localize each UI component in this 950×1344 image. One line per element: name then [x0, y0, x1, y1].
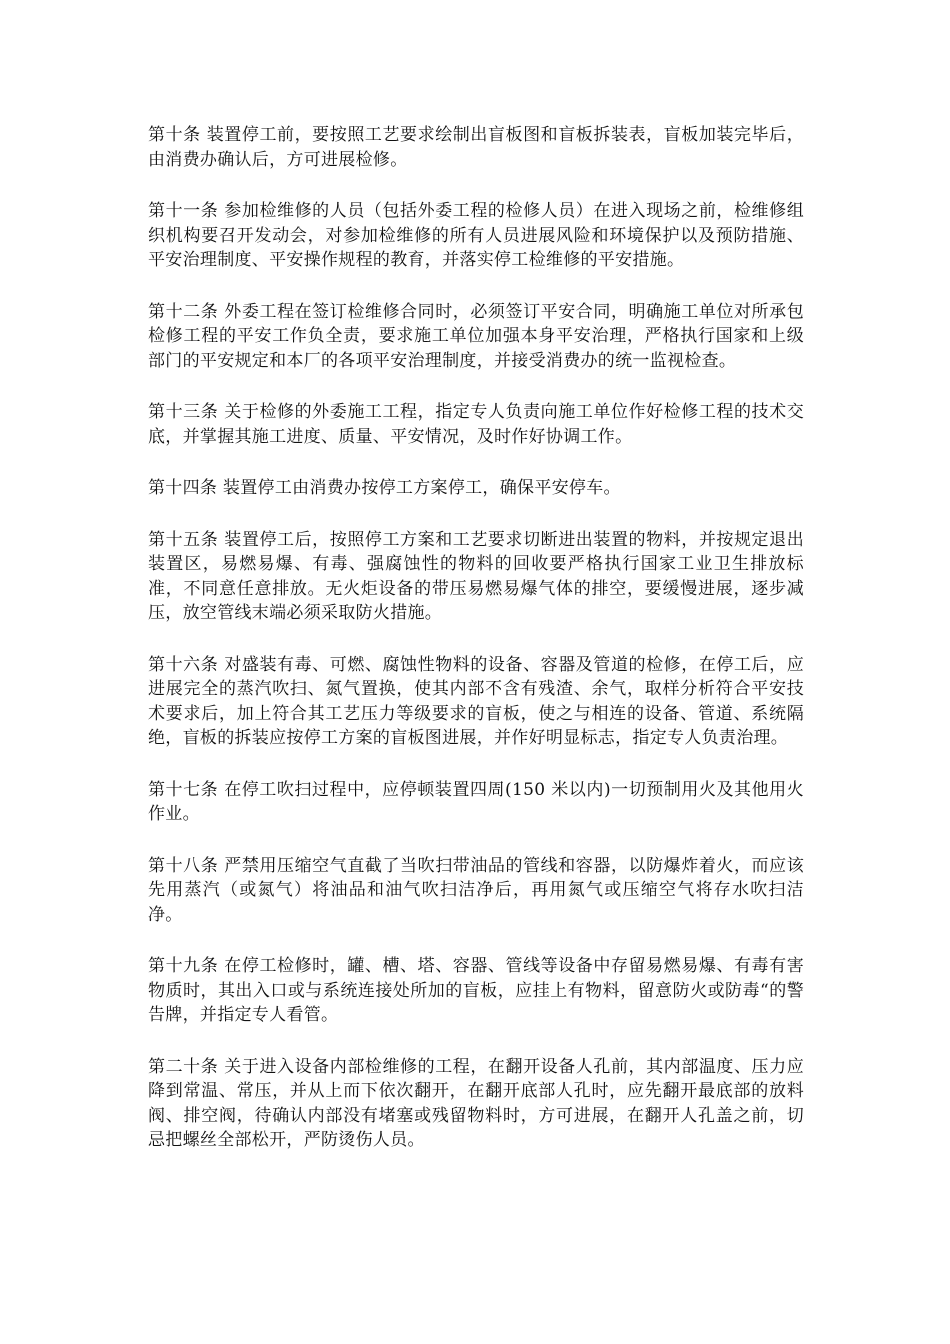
article-text: 装置停工由消费办按停工方案停工，确保平安停车。 [222, 478, 621, 498]
article-text: 装置停工后，按照停工方案和工艺要求切断进出装置的物料，并按规定退出装置区，易燃易爆、有毒、强腐蚀性的物料的回收要严格执行国家工业卫生排放标准，不同意任意排放。无火炬设备的带压易燃易爆气体的排空，要缓慢进展，逐步减压，放空管线末端必须采取防火措施。 [148, 529, 804, 623]
article-11 [148, 199, 804, 273]
article-number: 第十六条 [148, 654, 219, 675]
article-text: 关于检修的外委施工工程，指定专人负责向施工单位作好检修工程的技术交底，并掌握其施工进度、质量、平安情况，及时作好协调工作。 [148, 402, 804, 447]
article-19 [148, 954, 804, 1028]
article-20 [148, 1055, 804, 1153]
article-number: 第十七条 [148, 779, 219, 800]
article-text: 外委工程在签订检维修合同时，必须签订平安合同，明确施工单位对所承包检修工程的平安工作负全责，要求施工单位加强本身平安治理，严格执行国家和上级部门的平安规定和本厂的各项平安治理制度，并接受消费办的统一监视检查。 [148, 301, 804, 371]
article-text: 严禁用压缩空气直截了当吹扫带油品的管线和容器，以防爆炸着火，而应该先用蒸汽（或氮气）将油品和油气吹扫洁净后，再用氮气或压缩空气将存水吹扫洁净。 [148, 855, 804, 925]
article-number: 第二十条 [148, 1056, 219, 1077]
article-15 [148, 528, 804, 626]
article-number: 第十一条 [148, 201, 219, 221]
article-text: 在停工吹扫过程中，应停顿装置四周(150 米以内)一切预制用火及其他用火作业。 [148, 779, 804, 824]
document-page [148, 123, 804, 1180]
article-14 [148, 476, 804, 501]
article-12 [148, 300, 804, 374]
article-number: 第十四条 [148, 478, 218, 498]
article-number: 第十三条 [148, 402, 219, 422]
article-text: 装置停工前，要按照工艺要求绘制出盲板图和盲板拆装表，盲板加装完毕后，由消费办确认后，方可进展检修。 [148, 125, 804, 170]
article-number: 第十八条 [148, 855, 219, 876]
article-17 [148, 778, 804, 827]
article-13 [148, 400, 804, 449]
article-18 [148, 854, 804, 928]
article-number: 第十二条 [148, 301, 219, 322]
article-10 [148, 123, 804, 172]
article-number: 第十五条 [148, 529, 219, 550]
article-text: 关于进入设备内部检维修的工程，在翻开设备人孔前，其内部温度、压力应降到常温、常压，并从上而下依次翻开，在翻开底部人孔时，应先翻开最底部的放料阀、排空阀，待确认内部没有堵塞或残留物料时，方可进展，在翻开人孔盖之前，切忌把螺丝全部松开，严防烫伤人员。 [148, 1056, 804, 1150]
article-text: 参加检维修的人员（包括外委工程的检修人员）在进入现场之前，检维修组织机构要召开发动会，对参加检维修的所有人员进展风险和环境保护以及预防措施、平安治理制度、平安操作规程的教育，并落实停工检维修的平安措施。 [148, 201, 804, 270]
article-number: 第十九条 [148, 956, 219, 976]
article-text: 在停工检修时，罐、槽、塔、容器、管线等设备中存留易燃易爆、有毒有害物质时，其出入口或与系统连接处所加的盲板，应挂上有物料，留意防火或防毒“的警告牌，并指定专人看管。 [148, 956, 804, 1025]
article-number: 第十条 [148, 125, 201, 145]
article-text: 对盛装有毒、可燃、腐蚀性物料的设备、容器及管道的检修，在停工后，应进展完全的蒸汽吹扫、氮气置换，使其内部不含有残渣、余气，取样分析符合平安技术要求后，加上符合其工艺压力等级要求的盲板，使之与相连的设备、管道、系统隔绝，盲板的拆装应按停工方案的盲板图进展，并作好明显标志，指定专人负责治理。 [148, 654, 804, 748]
article-16 [148, 653, 804, 751]
